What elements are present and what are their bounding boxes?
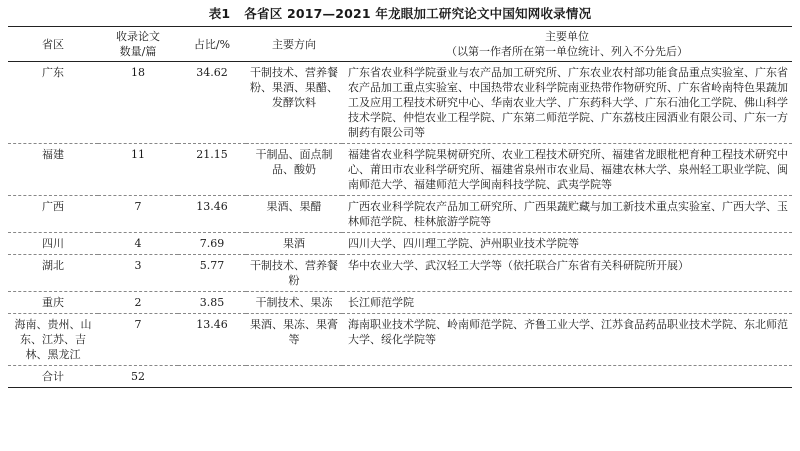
total-empty-cell [342, 366, 792, 388]
cell-direction: 干制技术、果冻 [255, 296, 333, 309]
cell-province: 广东 [42, 66, 64, 79]
cell-direction: 干制技术、营养餐粉、果酒、果醋、发酵饮料 [250, 66, 338, 109]
cell-count: 4 [134, 237, 142, 250]
cell-count: 7 [134, 318, 142, 331]
cell-province: 重庆 [42, 296, 64, 309]
cell-units: 广东省农业科学院蚕业与农产品加工研究所、广东农业农村部功能食品重点实验室、广东省农产品加工重点实验室、中国热带农业科学院南亚热带作物研究所、广东省岭南特色果蔬加工及应用工程技术研究中心、华南农业大学、广东药科大学、广东石油化工学院、佛山科学技术学院、仲恺农业工程学院、广东第二师范学院、广东荔枝庄园酒业有限公司、广东一方制药有限公司等 [348, 66, 788, 139]
table-caption [0, 4, 800, 22]
cell-percent: 5.77 [199, 259, 225, 272]
cell-units: 四川大学、四川理工学院、泸州职业技术学院等 [348, 237, 579, 250]
total-empty-cell [178, 366, 246, 388]
cell-count: 2 [134, 296, 142, 309]
cell-direction: 果酒、果冻、果膏等 [250, 318, 338, 346]
cell-province: 广西 [42, 200, 64, 213]
cell-direction: 果酒、果醋 [266, 200, 322, 213]
total-label: 合计 [42, 370, 64, 383]
total-row [8, 366, 792, 388]
header-percent: 占比/% [193, 37, 231, 51]
header-count-line2: 数量/篇 [119, 45, 157, 58]
header-units [342, 27, 792, 62]
cell-direction: 干制品、面点制品、酸奶 [255, 148, 333, 176]
statistics-table [8, 26, 792, 388]
cell-units: 福建省农业科学院果树研究所、农业工程技术研究所、福建省龙眼枇杷育种工程技术研究中心、莆田市农业科学研究所、福建省泉州市农业局、福建农林大学、泉州轻工职业学院、闽南师范大学、福建师范大学闽南科技学院、武夷学院等 [348, 148, 788, 191]
table-row [8, 144, 792, 196]
table-label: 表1 [208, 6, 231, 21]
header-direction: 主要方向 [272, 37, 316, 51]
table-row [8, 314, 792, 366]
cell-percent: 34.62 [196, 66, 228, 79]
header-count-line1: 收录论文 [116, 30, 160, 43]
cell-direction: 果酒 [283, 237, 305, 250]
cell-province: 四川 [42, 237, 64, 250]
table-row [8, 196, 792, 233]
cell-count: 18 [131, 66, 145, 79]
table-header-row [8, 27, 792, 62]
cell-units: 华中农业大学、武汉轻工大学等（依托联合广东省有关科研院所开展） [348, 259, 689, 272]
header-province: 省区 [42, 37, 64, 51]
cell-count: 3 [134, 259, 142, 272]
cell-province: 海南、贵州、山东、江苏、吉林、黑龙江 [14, 318, 92, 361]
cell-percent: 13.46 [196, 200, 228, 213]
cell-province: 福建 [42, 148, 64, 161]
header-units-line2: （以第一作者所在第一单位统计、列入不分先后） [446, 45, 688, 58]
header-count [98, 27, 178, 62]
cell-percent: 21.15 [196, 148, 228, 161]
table-title: 各省区 2017—2021 年龙眼加工研究论文中国知网收录情况 [244, 6, 592, 21]
cell-units: 海南职业技术学院、岭南师范学院、齐鲁工业大学、江苏食品药品职业技术学院、东北师范大学、绥化学院等 [348, 318, 788, 346]
table-row [8, 233, 792, 255]
cell-percent: 3.85 [199, 296, 225, 309]
total-count: 52 [131, 370, 145, 383]
table-row [8, 255, 792, 292]
cell-units: 长江师范学院 [348, 296, 414, 309]
cell-count: 11 [131, 148, 145, 161]
table-row [8, 62, 792, 144]
cell-percent: 7.69 [199, 237, 225, 250]
cell-percent: 13.46 [196, 318, 228, 331]
header-units-line1: 主要单位 [545, 30, 589, 43]
cell-units: 广西农业科学院农产品加工研究所、广西果蔬贮藏与加工新技术重点实验室、广西大学、玉林师范学院、桂林旅游学院等 [348, 200, 788, 228]
cell-province: 湖北 [42, 259, 64, 272]
total-empty-cell [246, 366, 342, 388]
cell-direction: 干制技术、营养餐粉 [250, 259, 338, 287]
cell-count: 7 [134, 200, 142, 213]
table-row [8, 292, 792, 314]
